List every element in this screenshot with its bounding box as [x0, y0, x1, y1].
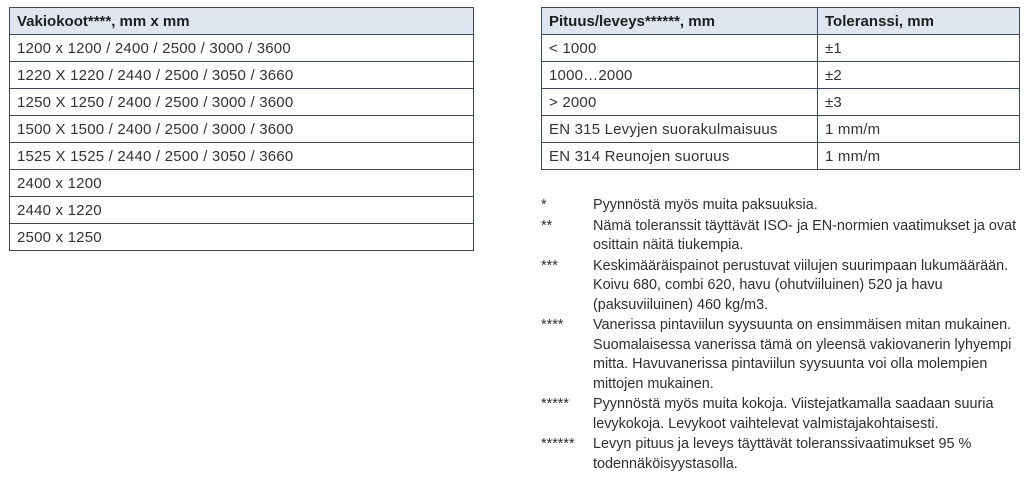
footnotes [541, 196, 1021, 475]
table-header-row [10, 8, 474, 35]
table-row [542, 62, 1020, 89]
size-cell: 2500 x 1250 [17, 228, 102, 246]
footnote-text: Pyynnöstä myös muita paksuuksia. [593, 197, 818, 213]
tolerance-label-cell: > 2000 [542, 89, 818, 116]
tolerance-label-cell: < 1000 [542, 35, 818, 62]
footnote [541, 217, 1021, 256]
tolerance-label-cell: EN 315 Levyjen suorakulmaisuus [542, 116, 818, 143]
tolerance-label-cell: EN 314 Reunojen suoruus [542, 143, 818, 170]
tolerance-value-cell: 1 mm/m [818, 116, 1020, 143]
footnote [541, 435, 1021, 474]
table-row [542, 89, 1020, 116]
footnote [541, 395, 1021, 434]
footnote [541, 257, 1021, 316]
size-cell: 1220 X 1220 / 2440 / 2500 / 3050 / 3660 [10, 62, 474, 89]
footnote-text: Nämä toleranssit täyttävät ISO- ja EN-normien vaatimukset ja ovat osittain näitä tiukempia. [593, 217, 1017, 253]
size-cell: 1250 X 1250 / 2400 / 2500 / 3000 / 3600 [10, 89, 474, 116]
size-cell: 2440 x 1220 [10, 197, 474, 224]
footnote-mark: * [541, 197, 547, 213]
tolerance-table [541, 7, 1020, 170]
size-cell: 1525 X 1525 / 2440 / 2500 / 3050 / 3660 [10, 143, 474, 170]
table-row [10, 143, 474, 170]
table-row [542, 35, 1020, 62]
footnote [541, 196, 1021, 216]
tolerance-header: Toleranssi, mm [818, 8, 1020, 35]
tolerance-value-cell: ±3 [818, 89, 1020, 116]
table-row [10, 197, 474, 224]
table-row [10, 62, 474, 89]
footnote-text: Pyynnöstä myös muita kokoja. Viistejatkamalla saadaan suuria levykokoja. Levykoot vaihtelevat valmistajakohtaisesti. [593, 396, 994, 432]
footnote [541, 316, 1021, 394]
table-row [10, 224, 474, 251]
tolerance-value-cell: 1 mm/m [818, 143, 1020, 170]
table-header-row [542, 8, 1020, 35]
size-cell: 2400 x 1200 [10, 170, 474, 197]
footnote-mark: ****** [541, 436, 575, 452]
tolerance-label-cell: 1000…2000 [542, 62, 818, 89]
length-width-header: Pituus/leveys******, mm [542, 8, 818, 35]
table-row [542, 143, 1020, 170]
footnote-mark: *** [541, 257, 558, 274]
standard-sizes-header: Vakiokoot****, mm x mm [10, 8, 474, 35]
footnote-text: Levyn pituus ja leveys täyttävät toleranssivaatimukset 95 % todennäköisyystasolla. [593, 436, 972, 472]
footnote-mark: ***** [541, 396, 570, 412]
table-row [10, 170, 474, 197]
standard-sizes-table [9, 7, 474, 251]
footnote-text: Keskimääräispainot perustuvat viilujen suurimpaan lukumäärään. Koivu 680, combi 620, havu (ohutviiluinen) 520 ja havu (paksuviiluinen) 460 kg/m3. [593, 257, 1009, 313]
size-cell: 1200 x 1200 / 2400 / 2500 / 3000 / 3600 [10, 35, 474, 62]
footnote-text: Vanerissa pintaviilun syysuunta on ensimmäisen mitan mukainen. Suomalaisessa vanerissa tämä on yleensä vakiovanerin lyhyempi mitta. Havuvanerissa pintaviilun syysuunta voi olla molempien mittojen mukainen. [593, 317, 1012, 392]
footnote-mark: ** [541, 217, 553, 234]
size-cell: 1500 X 1500 / 2400 / 2500 / 3000 / 3600 [10, 116, 474, 143]
table-row [542, 116, 1020, 143]
tolerance-value-cell: ±1 [818, 35, 1020, 62]
tolerance-value-cell: ±2 [818, 62, 1020, 89]
table-row [10, 89, 474, 116]
table-row [10, 116, 474, 143]
footnote-mark: **** [541, 317, 564, 333]
table-row [10, 35, 474, 62]
